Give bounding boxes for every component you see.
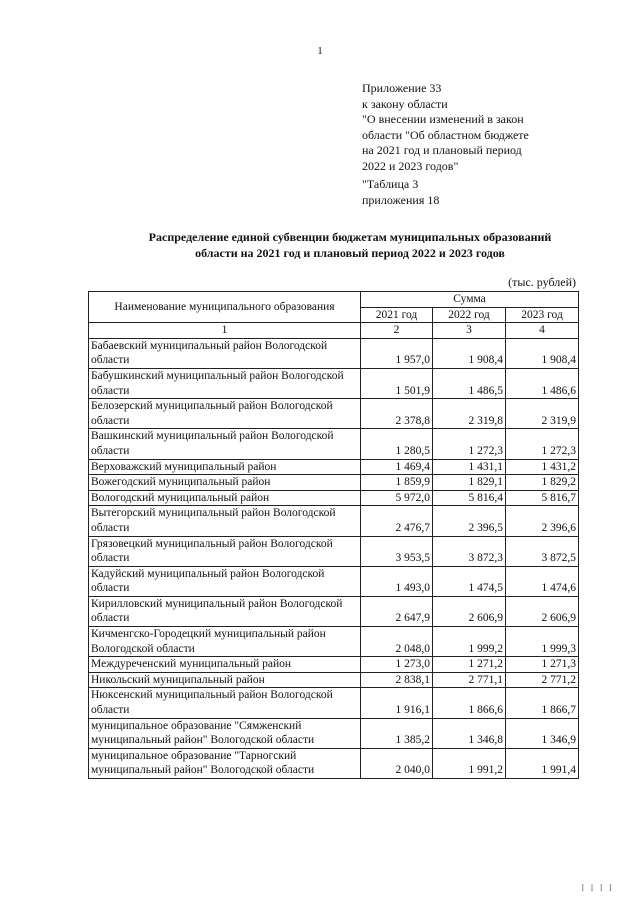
value-2022: 1 271,2 (433, 657, 506, 673)
row-name: Междуреченский муниципальный район (89, 657, 361, 673)
value-2023: 1 346,9 (506, 718, 579, 748)
footer-marks: I I I I (581, 883, 614, 893)
row-name: Кичменгско-Городецкий муниципальный район Вологодской области (89, 627, 361, 657)
units-label: (тыс. рублей) (508, 275, 576, 289)
value-2021: 1 859,9 (361, 475, 433, 491)
value-2023: 1 474,6 (506, 566, 579, 596)
value-2023: 3 872,5 (506, 536, 579, 566)
value-2022: 1 486,5 (433, 368, 506, 398)
value-2021: 1 493,0 (361, 566, 433, 596)
table-row (89, 748, 579, 778)
value-2021: 1 501,9 (361, 368, 433, 398)
row-name: Вологодский муниципальный район (89, 490, 361, 506)
col-number: 2 (361, 323, 433, 339)
value-2023: 1 866,7 (506, 688, 579, 718)
table-row (89, 688, 579, 718)
appendix-line: приложения 18 (362, 192, 440, 207)
page-number: 1 (317, 45, 323, 57)
table-row (89, 506, 579, 536)
table-row (89, 718, 579, 748)
value-2021: 2 040,0 (361, 748, 433, 778)
row-name: муниципальное образование "Тарногский муниципальный район" Вологодской области (89, 748, 361, 778)
value-2023: 2 396,6 (506, 506, 579, 536)
title-line-2: области на 2021 год и плановый период 2022 и 2023 годов (195, 246, 505, 260)
value-2021: 2 838,1 (361, 672, 433, 688)
row-name: Вожегодский муниципальный район (89, 475, 361, 491)
col-number: 1 (89, 323, 361, 339)
row-name: Верховажский муниципальный район (89, 459, 361, 475)
value-2021: 1 385,2 (361, 718, 433, 748)
value-2022: 2 771,1 (433, 672, 506, 688)
row-name: Бабушкинский муниципальный район Вологодской области (89, 368, 361, 398)
value-2021: 1 273,0 (361, 657, 433, 673)
table-row (89, 459, 579, 475)
value-2021: 3 953,5 (361, 536, 433, 566)
value-2021: 2 647,9 (361, 596, 433, 626)
row-name: Нюксенский муниципальный район Вологодской области (89, 688, 361, 718)
col-number: 4 (506, 323, 579, 339)
table-row (89, 627, 579, 657)
value-2021: 2 378,8 (361, 399, 433, 429)
header-sum: Сумма (361, 292, 579, 308)
value-2023: 5 816,7 (506, 490, 579, 506)
appendix-line: к закону области (362, 96, 448, 111)
value-2023: 1 271,3 (506, 657, 579, 673)
value-2023: 1 431,2 (506, 459, 579, 475)
value-2022: 1 866,6 (433, 688, 506, 718)
table-row (89, 596, 579, 626)
value-2021: 5 972,0 (361, 490, 433, 506)
table-header-row (89, 292, 579, 308)
appendix-line: Приложение 33 (362, 81, 442, 95)
row-name: Кадуйский муниципальный район Вологодской области (89, 566, 361, 596)
value-2023: 1 991,4 (506, 748, 579, 778)
value-2021: 2 476,7 (361, 506, 433, 536)
header-year-2022: 2022 год (433, 307, 506, 323)
value-2022: 1 991,2 (433, 748, 506, 778)
table-row (89, 536, 579, 566)
table-row (89, 566, 579, 596)
row-name: Белозерский муниципальный район Вологодской области (89, 399, 361, 429)
value-2022: 1 829,1 (433, 475, 506, 491)
value-2022: 3 872,3 (433, 536, 506, 566)
appendix-line: "Таблица 3 (362, 177, 419, 191)
value-2022: 1 999,2 (433, 627, 506, 657)
row-name: муниципальное образование "Сямженский муниципальный район" Вологодской области (89, 718, 361, 748)
table-row (89, 429, 579, 459)
appendix-line: 2022 и 2023 годов" (362, 158, 459, 173)
table-row (89, 672, 579, 688)
value-2022: 1 474,5 (433, 566, 506, 596)
row-name: Кирилловский муниципальный район Вологодской области (89, 596, 361, 626)
table-row (89, 490, 579, 506)
appendix-line: на 2021 год и плановый период (362, 143, 522, 157)
appendix-line: "О внесении изменений в закон (362, 112, 524, 126)
value-2023: 2 319,9 (506, 399, 579, 429)
value-2022: 5 816,4 (433, 490, 506, 506)
header-year-2021: 2021 год (361, 307, 433, 323)
table-row (89, 368, 579, 398)
table-row (89, 338, 579, 368)
value-2022: 2 396,5 (433, 506, 506, 536)
value-2021: 2 048,0 (361, 627, 433, 657)
table-row (89, 475, 579, 491)
value-2022: 1 431,1 (433, 459, 506, 475)
value-2023: 1 999,3 (506, 627, 579, 657)
subvention-table (88, 291, 579, 779)
value-2023: 1 908,4 (506, 338, 579, 368)
col-number: 3 (433, 323, 506, 339)
value-2021: 1 916,1 (361, 688, 433, 718)
value-2021: 1 957,0 (361, 338, 433, 368)
title-line-1: Распределение единой субвенции бюджетам муниципальных образований (148, 230, 552, 244)
table-row (89, 657, 579, 673)
appendix-line: области "Об областном бюджете (362, 127, 529, 142)
row-name: Бабаевский муниципальный район Вологодской области (89, 338, 361, 368)
table-body (89, 338, 579, 778)
row-name: Вашкинский муниципальный район Вологодской области (89, 429, 361, 459)
table-row (89, 399, 579, 429)
row-name: Вытегорский муниципальный район Вологодской области (89, 506, 361, 536)
value-2022: 1 272,3 (433, 429, 506, 459)
row-name: Никольский муниципальный район (89, 672, 361, 688)
appendix-block (362, 81, 592, 208)
value-2022: 1 908,4 (433, 338, 506, 368)
header-name: Наименование муниципального образования (89, 292, 361, 323)
header-year-2023: 2023 год (506, 307, 579, 323)
value-2021: 1 280,5 (361, 429, 433, 459)
value-2022: 2 319,8 (433, 399, 506, 429)
value-2022: 2 606,9 (433, 596, 506, 626)
value-2022: 1 346,8 (433, 718, 506, 748)
document-title (60, 229, 640, 261)
table-colnum-row (89, 323, 579, 339)
row-name: Грязовецкий муниципальный район Вологодской области (89, 536, 361, 566)
value-2023: 1 829,2 (506, 475, 579, 491)
value-2021: 1 469,4 (361, 459, 433, 475)
value-2023: 1 272,3 (506, 429, 579, 459)
value-2023: 2 771,2 (506, 672, 579, 688)
value-2023: 2 606,9 (506, 596, 579, 626)
value-2023: 1 486,6 (506, 368, 579, 398)
